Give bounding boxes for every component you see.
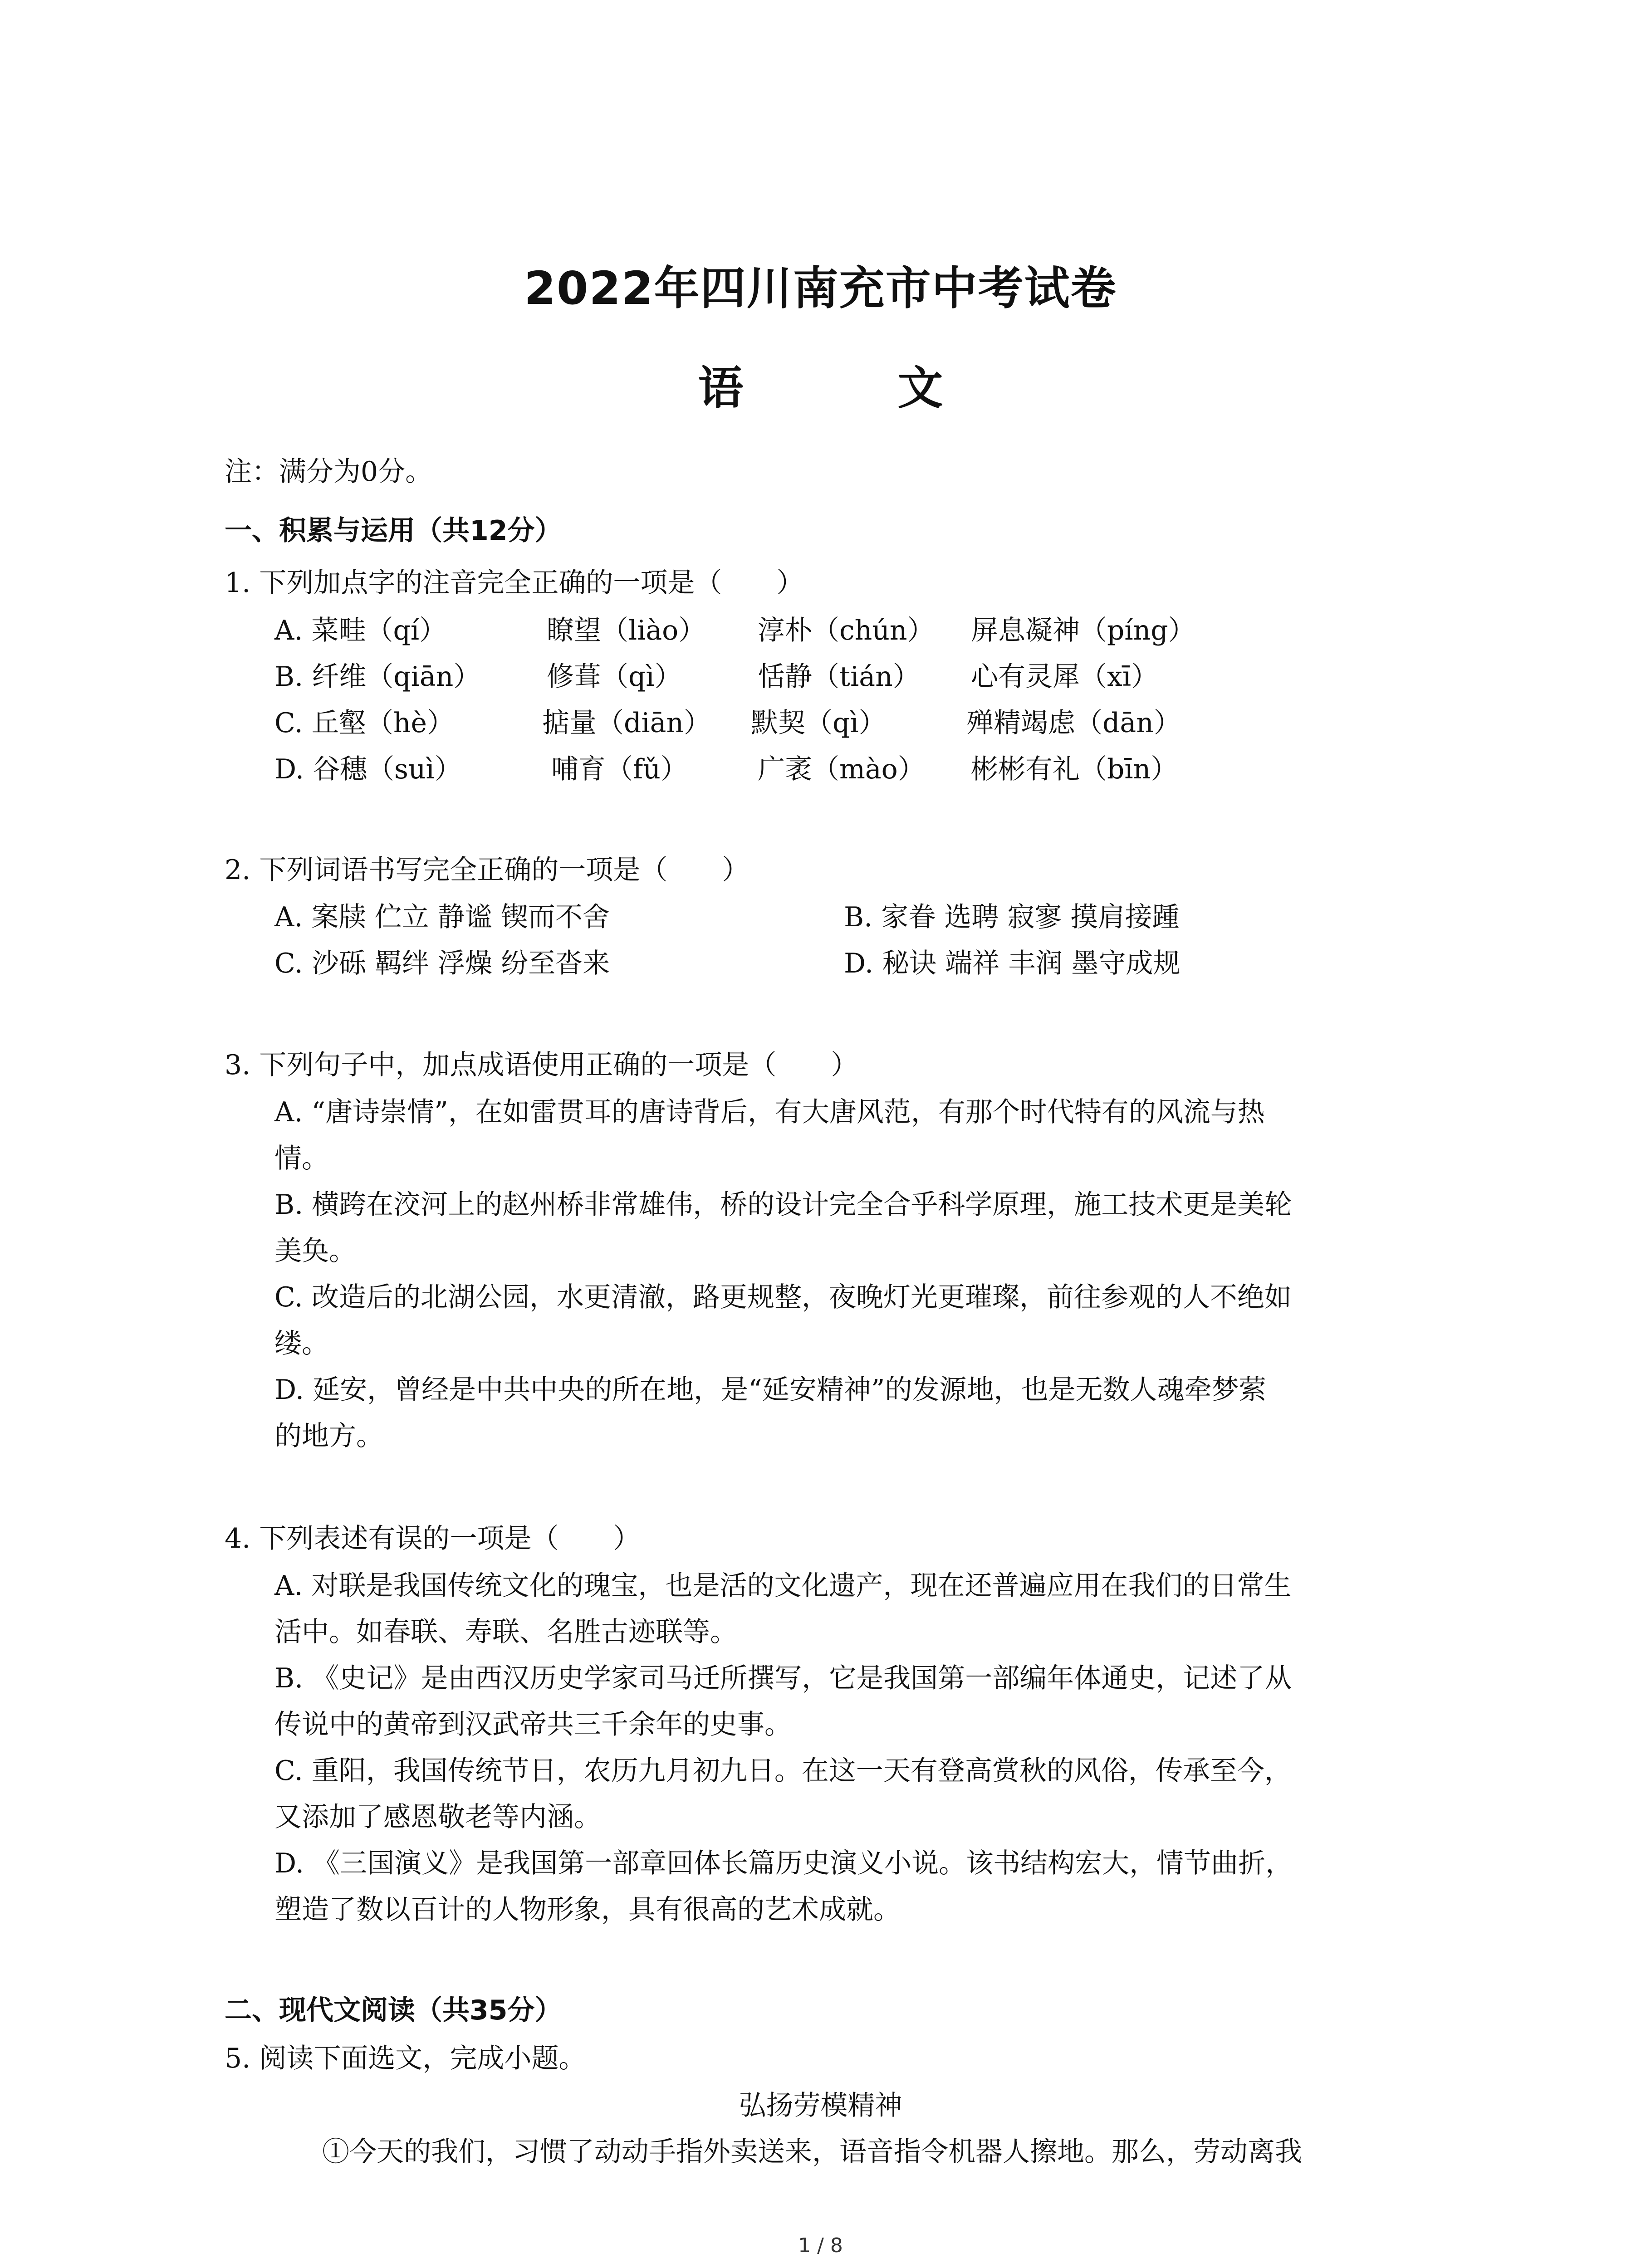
q2-option-d: D. 秘诀 端祥 丰润 墨守成规 xyxy=(844,948,1181,979)
q1-option-d-1: D. 谷穗（suì） xyxy=(274,753,462,785)
passage-paragraph-1: ①今天的我们，习惯了动动手指外卖送来，语音指令机器人擦地。那么，劳动离我 xyxy=(322,2136,1302,2168)
question-5-stem: 5. 阅读下面选文，完成小题。 xyxy=(225,2043,586,2074)
q4-option-d-line2: 塑造了数以百计的人物形象，具有很高的艺术成就。 xyxy=(274,1894,901,1926)
q1-option-c-3: 默契（qì） xyxy=(751,707,886,739)
q4-option-d-line1: D. 《三国演义》是我国第一部章回体长篇历史演义小说。该书结构宏大，情节曲折， xyxy=(274,1848,1293,1879)
q2-option-b: B. 家眷 选聘 寂寥 摸肩接踵 xyxy=(844,901,1180,933)
q1-option-a-3: 淳朴（chún） xyxy=(758,615,935,646)
section-heading-1: 一、积累与运用（共12分） xyxy=(225,515,562,547)
q1-option-a-1: A. 菜畦（qí） xyxy=(274,615,447,646)
q1-option-c-4: 殚精竭虑（dān） xyxy=(966,707,1181,739)
q1-option-d-2: 哺育（fǔ） xyxy=(551,753,688,785)
q3-option-d-line1: D. 延安，曾经是中共中央的所在地，是“延安精神”的发源地，也是无数人魂牵梦萦 xyxy=(274,1374,1266,1406)
question-2-stem: 2. 下列词语书写完全正确的一项是（ ） xyxy=(225,854,749,886)
q4-option-c-line2: 又添加了感恩敬老等内涵。 xyxy=(274,1801,601,1833)
q1-option-d-4: 彬彬有礼（bīn） xyxy=(971,753,1178,785)
q4-option-b-line1: B. 《史记》是由西汉历史学家司马迁所撰写，它是我国第一部编年体通史，记述了从 xyxy=(274,1662,1292,1694)
q1-option-c-1: C. 丘壑（hè） xyxy=(274,707,455,739)
q3-option-c-line2: 缕。 xyxy=(274,1328,329,1359)
score-note: 注：满分为0分。 xyxy=(225,456,433,488)
q1-option-a-2: 瞭望（liào） xyxy=(547,615,706,646)
question-3-stem: 3. 下列句子中，加点成语使用正确的一项是（ ） xyxy=(225,1049,858,1081)
q4-option-c-line1: C. 重阳，我国传统节日，农历九月初九日。在这一天有登高赏秋的风俗，传承至今， xyxy=(274,1755,1292,1787)
q4-option-a-line1: A. 对联是我国传统文化的瑰宝，也是活的文化遗产，现在还普遍应用在我们的日常生 xyxy=(274,1570,1292,1602)
q3-option-b-line1: B. 横跨在洨河上的赵州桥非常雄伟，桥的设计完全合乎科学原理，施工技术更是美轮 xyxy=(274,1189,1292,1221)
q1-option-b-1: B. 纤维（qiān） xyxy=(274,661,481,693)
exam-title: 2022年四川南充市中考试卷 xyxy=(524,262,1117,315)
question-1-stem: 1. 下列加点字的注音完全正确的一项是（ ） xyxy=(225,567,804,599)
section-heading-2: 二、现代文阅读（共35分） xyxy=(225,1994,562,2026)
question-4-stem: 4. 下列表述有误的一项是（ ） xyxy=(225,1523,641,1554)
q1-option-b-3: 恬静（tián） xyxy=(758,661,920,693)
subject-title: 语 文 xyxy=(698,362,998,415)
q1-option-b-2: 修葺（qì） xyxy=(547,661,682,693)
q2-option-a: A. 案牍 伫立 静谧 锲而不舍 xyxy=(274,901,610,933)
q1-option-b-4: 心有灵犀（xī） xyxy=(971,661,1159,693)
passage-title: 弘扬劳模精神 xyxy=(739,2090,902,2121)
q3-option-d-line2: 的地方。 xyxy=(274,1420,383,1452)
q3-option-c-line1: C. 改造后的北湖公园，水更清澈，路更规整，夜晚灯光更璀璨，前往参观的人不绝如 xyxy=(274,1281,1292,1313)
q3-option-b-line2: 美奂。 xyxy=(274,1235,356,1267)
q3-option-a-line2: 情。 xyxy=(274,1143,329,1174)
q1-option-c-2: 掂量（diān） xyxy=(542,707,711,739)
q4-option-a-line2: 活中。如春联、寿联、名胜古迹联等。 xyxy=(274,1616,737,1648)
q1-option-d-3: 广袤（mào） xyxy=(758,753,925,785)
q3-option-a-line1: A. “唐诗崇情”，在如雷贯耳的唐诗背后，有大唐风范，有那个时代特有的风流与热 xyxy=(274,1096,1265,1128)
q1-option-a-4: 屏息凝神（píng） xyxy=(971,615,1195,646)
page-number: 1 / 8 xyxy=(798,2234,843,2257)
q4-option-b-line2: 传说中的黄帝到汉武帝共三千余年的史事。 xyxy=(274,1709,792,1740)
q2-option-c: C. 沙砾 羁绊 浮燥 纷至沓来 xyxy=(274,948,610,979)
